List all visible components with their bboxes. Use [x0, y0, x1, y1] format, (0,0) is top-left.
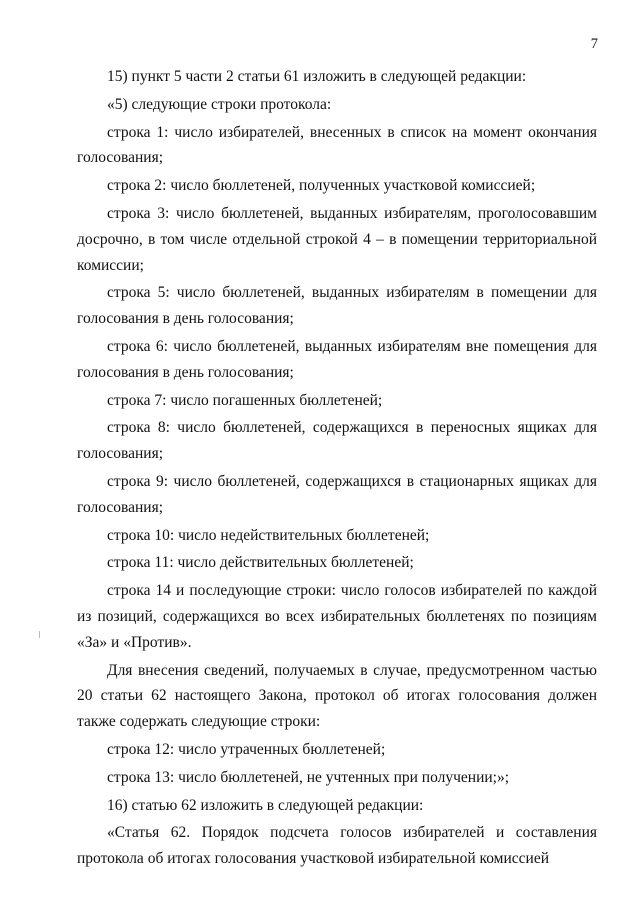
paragraph-line-5: строка 5: число бюллетеней, выданных избирателям в помещении для голосования в день голосования;: [77, 284, 597, 328]
paragraph-protocol-lines-intro: «5) следующие строки протокола:: [107, 95, 332, 113]
paragraph-line-11: строка 11: число действительных бюллетеней;: [107, 554, 414, 572]
paragraph-line-1: строка 1: число избирателей, внесенных в список на момент окончания голосования;: [77, 123, 597, 167]
margin-mark: [39, 631, 40, 638]
paragraph-line-13: строка 13: число бюллетеней, не учтенных при получении;»;: [107, 768, 510, 786]
paragraph-line-8: строка 8: число бюллетеней, содержащихся в переносных ящиках для голосования;: [77, 419, 597, 463]
paragraph-line-7: строка 7: число погашенных бюллетеней;: [107, 391, 383, 409]
paragraph-additional-lines-intro: Для внесения сведений, получаемых в случае, предусмотренном частью 20 статьи 62 настоящего Закона, протокол об итогах голосования должен также содержать следующие строки:: [77, 661, 597, 731]
page-number: 7: [590, 36, 598, 52]
paragraph-article-62-heading: «Статья 62. Порядок подсчета голосов избирателей и составления протокола об итогах голосования участковой избирательной комиссией: [77, 824, 597, 868]
paragraph-item-16: 16) статью 62 изложить в следующей редакции:: [107, 796, 424, 814]
paragraph-line-9: строка 9: число бюллетеней, содержащихся в стационарных ящиках для голосования;: [77, 472, 597, 516]
paragraph-line-6: строка 6: число бюллетеней, выданных избирателям вне помещения для голосования в день голосования;: [77, 337, 597, 381]
paragraph-line-10: строка 10: число недействительных бюллетеней;: [107, 526, 430, 544]
paragraph-line-14-onward: строка 14 и последующие строки: число голосов избирателей по каждой из позиций, содержащихся во всех избирательных бюллетенях по позициям «За» и «Против».: [77, 582, 597, 651]
document-body: [77, 64, 597, 872]
paragraph-item-15: 15) пункт 5 части 2 статьи 61 изложить в следующей редакции:: [107, 68, 527, 85]
paragraph-line-3-4: строка 3: число бюллетеней, выданных избирателям, проголосовавшим досрочно, в том числе отдельной строкой 4 – в помещении территориальной комиссии;: [77, 204, 597, 274]
paragraph-line-2: строка 2: число бюллетеней, полученных участковой комиссией;: [107, 177, 536, 195]
paragraph-line-12: строка 12: число утраченных бюллетеней;: [107, 740, 386, 758]
